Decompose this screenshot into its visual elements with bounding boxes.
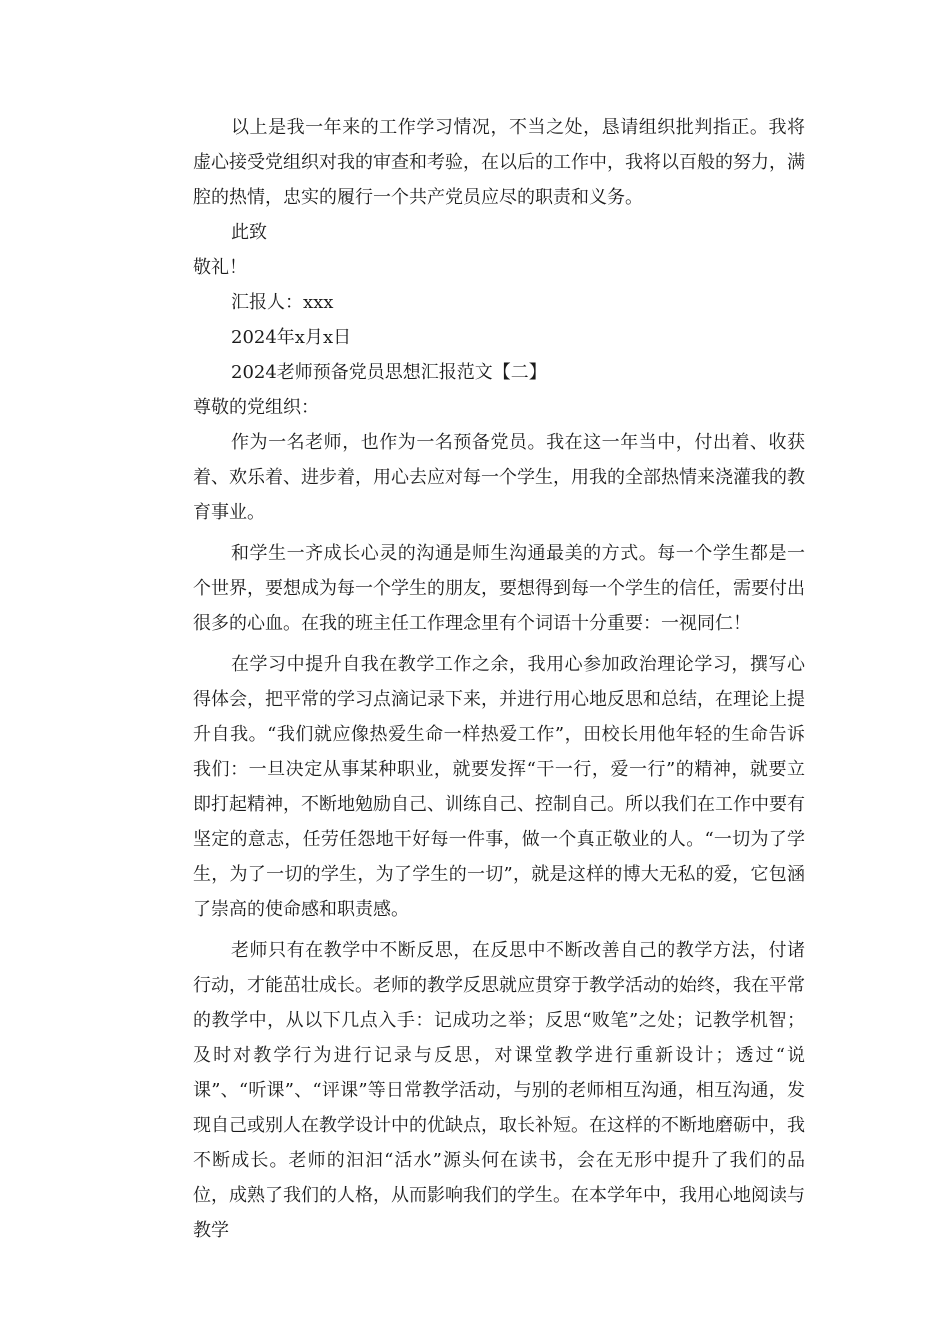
closing-cizhi: 此致 <box>231 222 267 243</box>
document-body <box>193 110 805 1248</box>
closing-jingli: 敬礼！ <box>193 257 247 278</box>
paragraph-2: 和学生一齐成长心灵的沟通是师生沟通最美的方式。每一个学生都是一个世界，要想成为每一个学生的朋友，要想得到每一个学生的信任，需要付出很多的心血。在我的班主任工作理念里有个词语十分重要：一视同仁！ <box>193 543 805 634</box>
salutation: 尊敬的党组织： <box>193 397 319 418</box>
paragraph-3: 在学习中提升自我在教学工作之余，我用心参加政治理论学习，撰写心得体会，把平常的学习点滴记录下来，并进行用心地反思和总结，在理论上提升自我。“我们就应像热爱生命一样热爱工作”，田校长用他年轻的生命告诉我们：一旦决定从事某种职业，就要发挥“干一行，爱一行”的精神，就要立即打起精神，不断地勉励自己、训练自己、控制自己。所以我们在工作中要有坚定的意志，任劳任怨地干好每一件事，做一个真正敬业的人。“一切为了学生，为了一切的学生，为了学生的一切”，就是这样的博大无私的爱，它包涵了崇高的使命感和职责感。 <box>193 654 805 920</box>
paragraph-intro: 以上是我一年来的工作学习情况，不当之处，恳请组织批判指正。我将虚心接受党组织对我的审查和考验，在以后的工作中，我将以百般的努力，满腔的热情，忠实的履行一个共产党员应尽的职责和义务。 <box>193 117 805 208</box>
paragraph-1: 作为一名老师，也作为一名预备党员。我在这一年当中，付出着、收获着、欢乐着、进步着，用心去应对每一个学生，用我的全部热情来浇灌我的教育事业。 <box>193 432 805 523</box>
paragraph-4: 老师只有在教学中不断反思，在反思中不断改善自己的教学方法，付诸行动，才能茁壮成长。老师的教学反思就应贯穿于教学活动的始终，我在平常的教学中，从以下几点入手：记成功之举；反思“败笔”之处；记教学机智；及时对教学行为进行记录与反思，对课堂教学进行重新设计；透过“说课”、“听课”、“评课”等日常教学活动，与别的老师相互沟通，相互沟通，发现自己或别人在教学设计中的优缺点，取长补短。在这样的不断地磨砺中，我不断成长。老师的汩汩“活水”源头何在读书，会在无形中提升了我们的品位，成熟了我们的人格，从而影响我们的学生。在本学年中，我用心地阅读与教学 <box>193 940 805 1241</box>
reporter-line: 汇报人：xxx <box>231 292 334 313</box>
date-line: 2024年x月x日 <box>231 327 352 348</box>
section-title: 2024老师预备党员思想汇报范文【二】 <box>231 362 547 383</box>
